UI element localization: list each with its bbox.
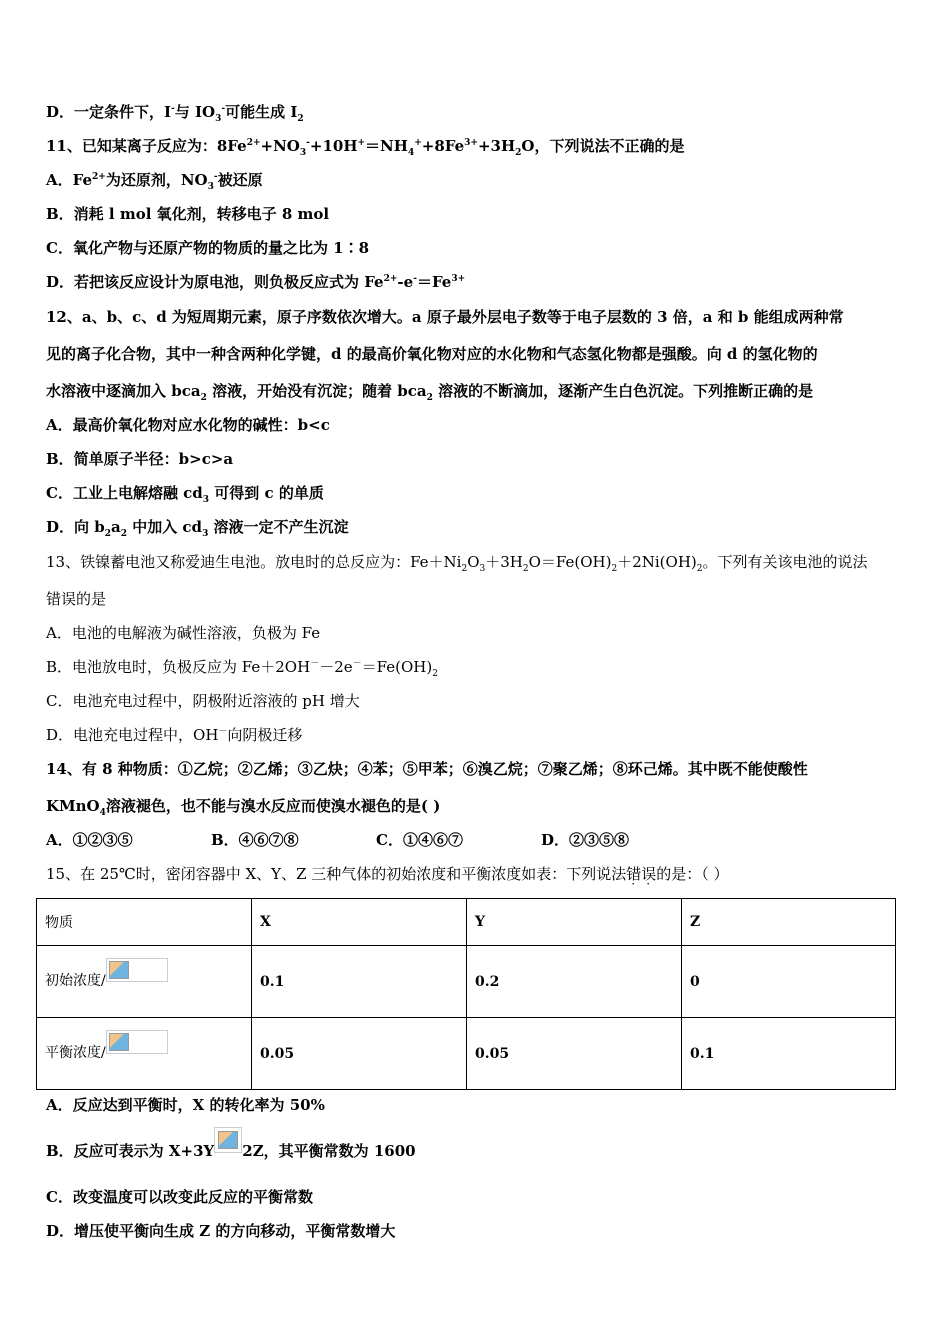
question-12-option-c: C．工业上电解熔融 $cd_3$ 可得到 c 的单质 [46,484,324,505]
table-cell: 0.1 [252,946,467,1018]
question-15-option-b: B．反应可表示为 X+3Y 2Z，其平衡常数为 1600 [46,1141,416,1167]
question-14-option-a: A．①②③⑤ [46,831,133,849]
question-14-stem-line-1: 14、有 8 种物质：①乙烷；②乙烯；③乙炔；④苯；⑤甲苯；⑥溴乙烷；⑦聚乙烯；⑧环己烯。其中既不能使酸性 [46,760,808,778]
table-header-cell: Z [682,899,896,946]
question-11-option-c: C．氧化产物与还原产物的物质的量之比为 1∶8 [46,239,370,257]
question-14-option-b: B．④⑥⑦⑧ [211,831,299,849]
unit-image-icon [106,1030,168,1054]
question-15-stem: 15、在 25℃时，密闭容器中 X、Y、Z 三种气体的初始浓度和平衡浓度如表：下列说法错误的是：（ ） [46,865,729,883]
table-cell: 0 [682,946,896,1018]
question-13-option-d: D．电池充电过程中，OH－向阴极迁移 [46,726,303,744]
question-13-option-c: C．电池充电过程中，阴极附近溶液的 pH 增大 [46,692,360,710]
question-14-stem-line-2: KMnO$_4$溶液褪色，也不能与溴水反应而使溴水褪色的是( ) [46,797,441,818]
table-cell: 0.05 [252,1018,467,1090]
table-header-cell: 物质 [37,899,252,946]
question-15-option-a: A．反应达到平衡时，X 的转化率为 50% [46,1096,325,1114]
question-13-stem-line-2: 错误的是 [46,590,107,608]
question-15-option-d: D．增压使平衡向生成 Z 的方向移动，平衡常数增大 [46,1222,396,1240]
question-13-stem-line-1: 13、铁镍蓄电池又称爱迪生电池。放电时的总反应为：$Fe+Ni_2O_3+3H_2O=Fe(OH)_2+2Ni(OH)_2$。下列有关该电池的说法 [46,553,868,574]
question-14-option-c: C．①④⑥⑦ [376,831,463,849]
unit-image-icon [106,958,168,982]
table-header-row [37,899,896,946]
table-cell: 0.05 [467,1018,682,1090]
question-12-option-d: D．向 $b_2a_2$ 中加入 $cd_3$ 溶液一定不产生沉淀 [46,518,349,539]
table-cell: 0.2 [467,946,682,1018]
question-12-stem-line-1: 12、a、b、c、d 为短周期元素，原子序数依次增大。a 原子最外层电子数等于电子层数的 3 倍，a 和 b 能组成两种常 [46,308,844,326]
question-12-option-b: B．简单原子半径：b>c>a [46,450,234,468]
question-12-stem-line-2: 见的离子化合物，其中一种含两种化学键，d 的最高价氧化物对应的水化物和气态氢化物都是强酸。向 d 的氢化物的 [46,345,818,363]
table-row-label: 初始浓度/ [37,946,252,1018]
question-12-stem-line-3: 水溶液中逐滴加入 bca$_2$ 溶液，开始没有沉淀；随着 bca$_2$ 溶液的不断滴加，逐渐产生白色沉淀。下列推断正确的是 [46,382,814,403]
table-header-cell: Y [467,899,682,946]
question-12-option-a: A．最高价氧化物对应水化物的碱性：b<c [46,416,330,434]
question-13-option-a: A．电池的电解液为碱性溶液，负极为 Fe [46,624,321,642]
question-11-option-a: A．$Fe^{2+}$为还原剂，$NO_3^-$被还原 [46,171,263,192]
table-row [37,946,896,1018]
table-row [37,1018,896,1090]
question-14-option-d: D．②③⑤⑧ [541,831,630,849]
question-10-option-d: D．一定条件下，I-与 $IO_3^-$可能生成 $I_2$ [46,103,304,124]
question-15-option-c: C．改变温度可以改变此反应的平衡常数 [46,1188,313,1206]
table-header-cell: X [252,899,467,946]
equilibrium-arrow-image-icon [214,1127,242,1153]
question-11-option-d: D．若把该反应设计为原电池，则负极反应式为 $Fe^{2+}-e^-=Fe^{3+}$ [46,273,466,291]
table-row-label: 平衡浓度/ [37,1018,252,1090]
concentration-table [36,898,896,1090]
question-11-option-b: B．消耗 l mol 氧化剂，转移电子 8 mol [46,205,330,223]
table-cell: 0.1 [682,1018,896,1090]
question-13-option-b: B．电池放电时，负极反应为 $Fe+2OH^--2e^-=Fe(OH)_2$ [46,658,438,679]
question-11-stem: 11、已知某离子反应为：$8Fe^{2+}+NO_3^-+10H^+=NH_4^++8Fe^{3+}+3H_2O$，下列说法不正确的是 [46,137,685,158]
